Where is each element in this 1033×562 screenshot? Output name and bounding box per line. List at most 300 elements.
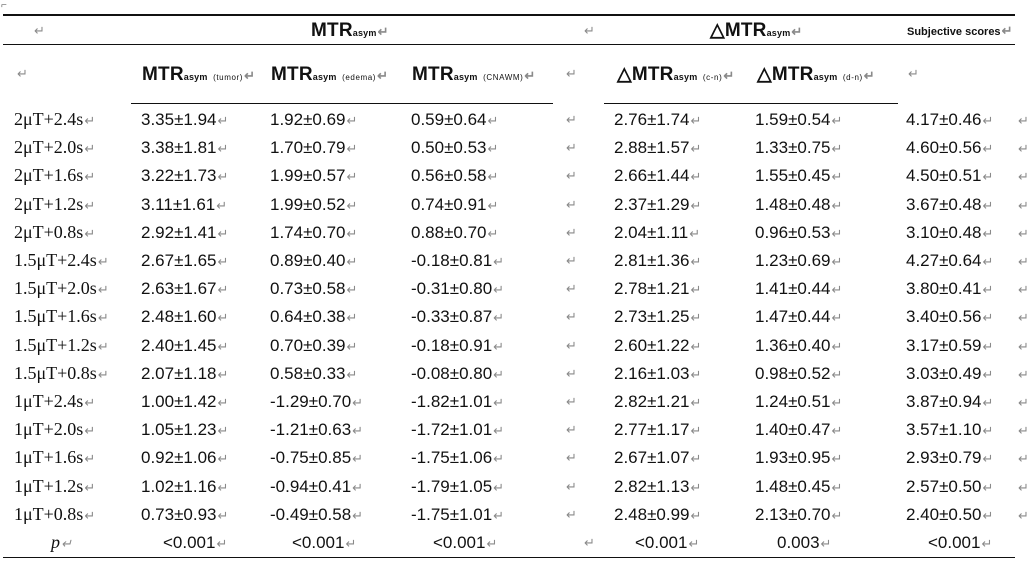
table-cell — [411, 308, 504, 325]
paragraph-mark: ↵ — [493, 254, 505, 269]
paragraph-mark: ↵ — [831, 508, 843, 523]
table-cell — [755, 111, 842, 128]
blank-spacer-cell — [565, 197, 577, 213]
right-edge-mark: ↵ — [1018, 169, 1029, 184]
paragraph-mark: ↵ — [486, 536, 498, 551]
paragraph-mark: ↵ — [566, 338, 577, 353]
cell-value: 3.11±1.61 — [141, 195, 216, 214]
cell-value: 3.80±0.41 — [906, 279, 982, 298]
paragraph-mark: ↵ — [84, 198, 96, 213]
table-cell — [270, 111, 357, 128]
table-cell — [270, 280, 357, 297]
table-top-rule — [3, 14, 1015, 16]
cell-value: 2.93±0.79 — [906, 448, 982, 467]
table-cell — [614, 139, 701, 156]
paragraph-mark: ↵ — [791, 24, 803, 39]
cell-value: 2.92±1.41 — [141, 223, 217, 242]
cell-value: 1.74±0.70 — [270, 223, 346, 242]
row-label-text: 1μT+1.2s — [14, 476, 84, 496]
row-label — [14, 138, 95, 156]
right-edge-mark: ↵ — [1018, 451, 1029, 466]
paragraph-mark: ↵ — [831, 169, 843, 184]
row-label-text: 1μT+1.6s — [14, 447, 84, 467]
paragraph-mark: ↵ — [346, 339, 358, 354]
cell-value: <0.001 — [928, 533, 981, 552]
row-label-text: 1.5μT+2.0s — [14, 278, 97, 298]
paragraph-mark: ↵ — [690, 339, 702, 354]
paragraph-mark: ↵ — [566, 450, 577, 465]
cell-value: 2.48±0.99 — [614, 505, 690, 524]
header-subscript: asym — [766, 28, 791, 38]
header-subscript: asym — [673, 72, 698, 82]
table-cell — [270, 506, 363, 523]
paragraph-mark: ↵ — [831, 395, 843, 410]
cell-value: 1.99±0.57 — [270, 166, 346, 185]
cell-value: 1.40±0.47 — [755, 420, 831, 439]
paragraph-mark: ↵ — [566, 112, 577, 127]
header-main: MTR — [771, 64, 814, 85]
paragraph-mark: ↵ — [566, 309, 577, 324]
row-label — [14, 195, 95, 213]
paragraph-mark: ↵ — [982, 367, 994, 382]
mtr-group-underline — [131, 103, 553, 104]
cell-value: 2.07±1.18 — [141, 364, 217, 383]
paragraph-mark: ↵ — [831, 451, 843, 466]
cell-value: 1.24±0.51 — [755, 392, 831, 411]
paragraph-mark: ↵ — [831, 480, 843, 495]
paragraph-mark: ↵ — [982, 339, 994, 354]
table-cell — [906, 337, 993, 354]
subjective-scores-header — [907, 24, 1012, 38]
table-cell — [755, 224, 842, 241]
table-cell — [270, 224, 357, 241]
paragraph-mark: ↵ — [566, 507, 577, 522]
paragraph-mark: ↵ — [690, 508, 702, 523]
right-edge-mark: ↵ — [1018, 480, 1029, 495]
paragraph-mark: ↵ — [493, 451, 505, 466]
paragraph-mark: ↵ — [346, 198, 358, 213]
cell-value: 1.93±0.95 — [755, 448, 831, 467]
paragraph-mark: ↵ — [831, 423, 843, 438]
cell-value: 3.22±1.73 — [141, 166, 217, 185]
paragraph-mark: ↵ — [97, 282, 109, 297]
paragraph-mark: ↵ — [863, 68, 875, 83]
paragraph-mark: ↵ — [831, 226, 843, 241]
cell-value: 0.98±0.52 — [755, 364, 831, 383]
table-cell — [906, 365, 993, 382]
row-label — [14, 307, 109, 325]
paragraph-mark: ↵ — [566, 394, 577, 409]
table-cell — [141, 111, 228, 128]
table-cell — [755, 167, 842, 184]
right-edge-mark: ↵ — [1018, 141, 1029, 156]
table-cell — [411, 478, 504, 495]
paragraph-mark: ↵ — [17, 66, 28, 81]
cell-value: 2.88±1.57 — [614, 138, 690, 157]
table-cell — [614, 449, 701, 466]
table-cell — [270, 337, 357, 354]
cell-value: 3.03±0.49 — [906, 364, 982, 383]
row-label — [14, 336, 109, 354]
cell-value: -0.18±0.91 — [411, 336, 493, 355]
header-subscript-region: (tumor) — [213, 73, 244, 82]
table-cell — [906, 506, 993, 523]
paragraph-mark: ↵ — [377, 24, 389, 39]
paragraph-mark: ↵ — [352, 451, 364, 466]
row-label — [14, 223, 95, 241]
cell-value: 0.70±0.39 — [270, 336, 346, 355]
header-label: Subjective scores — [907, 26, 1001, 38]
table-cell — [141, 506, 228, 523]
table-cell — [141, 139, 228, 156]
row-label-text: 2μT+0.8s — [14, 222, 84, 242]
table-cell — [270, 449, 363, 466]
table-cell — [755, 478, 842, 495]
table-cell — [755, 365, 842, 382]
table-cell — [906, 478, 993, 495]
paragraph-mark: ↵ — [61, 536, 72, 551]
table-cell — [906, 224, 993, 241]
right-edge-mark: ↵ — [1018, 423, 1029, 438]
cell-value: 4.27±0.64 — [906, 251, 982, 270]
row-label-text: 1μT+0.8s — [14, 504, 84, 524]
table-cell — [411, 365, 504, 382]
paragraph-mark: ↵ — [493, 339, 505, 354]
p-value-cell — [928, 534, 992, 551]
paragraph-mark: ↵ — [688, 536, 700, 551]
p-value-cell — [777, 534, 831, 551]
paragraph-mark: ↵ — [487, 169, 499, 184]
cell-value: 0.56±0.58 — [411, 166, 487, 185]
paragraph-mark: ↵ — [689, 226, 701, 241]
paragraph-mark: ↵ — [981, 536, 993, 551]
paragraph-mark: ↵ — [84, 141, 96, 156]
paragraph-mark: ↵ — [982, 198, 994, 213]
table-cell — [614, 196, 701, 213]
paragraph-mark: ↵ — [584, 535, 595, 550]
cell-value: -0.08±0.80 — [411, 364, 493, 383]
blank-spacer-cell — [565, 225, 577, 241]
paragraph-mark: ↵ — [982, 169, 994, 184]
table-cell — [755, 393, 842, 410]
table-cell — [755, 252, 842, 269]
cell-value: 2.76±1.74 — [614, 110, 690, 129]
table-cell — [906, 167, 993, 184]
table-cell — [614, 252, 701, 269]
table-cell — [411, 506, 504, 523]
cell-value: 1.33±0.75 — [755, 138, 831, 157]
row-label — [14, 166, 95, 184]
table-cell — [141, 252, 228, 269]
row-label — [14, 448, 95, 466]
paragraph-mark: ↵ — [217, 226, 229, 241]
cell-value: 4.50±0.51 — [906, 166, 982, 185]
paragraph-mark: ↵ — [493, 367, 505, 382]
table-cell — [270, 393, 363, 410]
paragraph-mark: ↵ — [690, 254, 702, 269]
header-blank-cell — [565, 66, 577, 82]
paragraph-mark: ↵ — [723, 68, 735, 83]
table-cell — [755, 308, 842, 325]
p-value-cell — [635, 534, 699, 551]
right-edge-mark: ↵ — [1018, 198, 1029, 213]
header-main: MTR — [631, 64, 674, 85]
table-cell — [411, 224, 498, 241]
table-cell — [906, 393, 993, 410]
cell-value: 2.63±1.67 — [141, 279, 217, 298]
table-cell — [411, 167, 498, 184]
table-cell — [270, 167, 357, 184]
blank-spacer-cell — [565, 309, 577, 325]
right-edge-mark: ↵ — [1018, 367, 1029, 382]
right-edge-mark: ↵ — [1018, 508, 1029, 523]
paragraph-mark: ↵ — [84, 451, 96, 466]
paragraph-mark: ↵ — [831, 367, 843, 382]
cell-value: 1.92±0.69 — [270, 110, 346, 129]
cell-value: -1.75±1.01 — [411, 505, 493, 524]
row-label — [14, 279, 109, 297]
paragraph-mark: ↵ — [352, 480, 364, 495]
cell-value: 2.81±1.36 — [614, 251, 690, 270]
cell-value: -0.31±0.80 — [411, 279, 493, 298]
paragraph-mark: ↵ — [217, 310, 229, 325]
row-label-text: 1.5μT+0.8s — [14, 363, 97, 383]
paragraph-mark: ↵ — [524, 68, 536, 83]
table-cell — [270, 478, 363, 495]
paragraph-mark: ↵ — [820, 536, 832, 551]
table-cell — [906, 280, 993, 297]
table-cell — [755, 506, 842, 523]
blank-spacer-cell — [565, 394, 577, 410]
paragraph-mark: ↵ — [34, 23, 45, 38]
table-cell — [141, 421, 228, 438]
cell-value: -1.21±0.63 — [270, 420, 352, 439]
col-header-cnawm — [412, 65, 536, 84]
table-cell — [270, 365, 357, 382]
row-label-text: 2μT+2.0s — [14, 137, 84, 157]
table-cell — [411, 196, 498, 213]
right-edge-mark: ↵ — [1018, 254, 1029, 269]
p-value-cell — [433, 534, 497, 551]
mtr-asym-group-header — [311, 21, 389, 40]
cell-value: -1.79±1.05 — [411, 477, 493, 496]
right-edge-mark: ↵ — [1018, 226, 1029, 241]
paragraph-mark: ↵ — [84, 508, 96, 523]
cell-value: 1.41±0.44 — [755, 279, 831, 298]
cell-value: 2.48±1.60 — [141, 307, 217, 326]
table-cell — [906, 421, 993, 438]
p-label-text: p — [51, 532, 60, 552]
paragraph-mark: ↵ — [345, 536, 357, 551]
paragraph-mark: ↵ — [346, 169, 358, 184]
paragraph-mark: ↵ — [352, 423, 364, 438]
table-cell — [614, 167, 701, 184]
cell-value: 2.78±1.21 — [614, 279, 690, 298]
cell-value: 2.82±1.13 — [614, 477, 690, 496]
cell-value: 2.67±1.07 — [614, 448, 690, 467]
table-cell — [755, 196, 842, 213]
paragraph-mark: ↵ — [487, 141, 499, 156]
cell-value: 4.60±0.56 — [906, 138, 982, 157]
cell-value: 2.37±1.29 — [614, 195, 690, 214]
paragraph-mark: ↵ — [831, 339, 843, 354]
col-header-c-n — [617, 65, 734, 84]
blank-spacer-cell — [565, 450, 577, 466]
table-cell — [755, 337, 842, 354]
cell-value: <0.001 — [292, 533, 345, 552]
paragraph-mark: ↵ — [1001, 23, 1013, 38]
paragraph-mark: ↵ — [908, 66, 919, 81]
row-label-text: 1.5μT+2.4s — [14, 250, 97, 270]
cell-value: 2.57±0.50 — [906, 477, 982, 496]
cell-value: 2.66±1.44 — [614, 166, 690, 185]
cell-value: 0.92±1.06 — [141, 448, 217, 467]
paragraph-mark: ↵ — [217, 282, 229, 297]
table-cell — [141, 280, 228, 297]
table-cell — [614, 280, 701, 297]
cell-value: -1.72±1.01 — [411, 420, 493, 439]
cell-value: 0.89±0.40 — [270, 251, 346, 270]
header-blank-cell — [907, 66, 919, 82]
paragraph-mark: ↵ — [566, 140, 577, 155]
cell-value: 0.50±0.53 — [411, 138, 487, 157]
cell-value: 2.40±1.45 — [141, 336, 217, 355]
blank-spacer-cell — [565, 140, 577, 156]
blank-spacer-cell — [565, 507, 577, 523]
paragraph-mark: ↵ — [84, 113, 96, 128]
paragraph-mark: ↵ — [566, 281, 577, 296]
cell-value: -1.82±1.01 — [411, 392, 493, 411]
table-cell — [614, 337, 701, 354]
paragraph-mark: ↵ — [566, 168, 577, 183]
cell-value: 2.67±1.65 — [141, 251, 217, 270]
table-cell — [614, 365, 701, 382]
table-cell — [141, 365, 228, 382]
table-cell — [270, 139, 357, 156]
cell-value: 1.00±1.42 — [141, 392, 217, 411]
table-cell — [614, 393, 701, 410]
header-subscript: asym — [352, 28, 377, 38]
col-header-edema — [271, 65, 388, 84]
cell-value: 1.02±1.16 — [141, 477, 217, 496]
table-cell — [141, 337, 228, 354]
paragraph-mark: ↵ — [346, 367, 358, 382]
paragraph-mark: ↵ — [217, 254, 229, 269]
table-cell — [614, 421, 701, 438]
paragraph-mark: ↵ — [487, 226, 499, 241]
paragraph-mark: ↵ — [831, 198, 843, 213]
table-cell — [141, 449, 228, 466]
table-cell — [411, 337, 504, 354]
table-cell — [411, 421, 504, 438]
table-bottom-rule — [3, 557, 1015, 558]
cell-value: 4.17±0.46 — [906, 110, 982, 129]
cell-value: 2.77±1.17 — [614, 420, 690, 439]
paragraph-mark: ↵ — [690, 141, 702, 156]
paragraph-mark: ↵ — [690, 169, 702, 184]
delta-group-underline — [604, 103, 898, 104]
paragraph-mark: ↵ — [566, 66, 577, 81]
cell-value: 3.57±1.10 — [906, 420, 982, 439]
cell-value: 1.48±0.48 — [755, 195, 831, 214]
header-subscript: asym — [183, 72, 208, 82]
paragraph-mark: ↵ — [690, 310, 702, 325]
paragraph-mark: ↵ — [690, 113, 702, 128]
paragraph-mark: ↵ — [346, 254, 358, 269]
header-main: MTR — [142, 64, 184, 85]
delta-symbol: △ — [617, 64, 632, 85]
header-subscript: asym — [312, 72, 337, 82]
cell-value: 1.59±0.54 — [755, 110, 831, 129]
paragraph-mark: ↵ — [244, 68, 256, 83]
paragraph-mark: ↵ — [84, 169, 96, 184]
paragraph-mark: ↵ — [217, 508, 229, 523]
paragraph-mark: ↵ — [216, 536, 228, 551]
cell-value: 1.05±1.23 — [141, 420, 217, 439]
right-edge-mark: ↵ — [1018, 339, 1029, 354]
row-label — [14, 505, 95, 523]
cell-value: 1.55±0.45 — [755, 166, 831, 185]
p-value-cell — [292, 534, 356, 551]
row-label — [14, 477, 95, 495]
table-cell — [755, 421, 842, 438]
table-cell — [270, 252, 357, 269]
header-subscript-region: (CNAWM) — [483, 73, 524, 82]
table-cell — [906, 308, 993, 325]
table-cell — [141, 196, 227, 213]
paragraph-mark: ↵ — [346, 141, 358, 156]
cell-value: 3.35±1.94 — [141, 110, 217, 129]
blank-spacer-cell — [565, 281, 577, 297]
cell-value: -0.18±0.81 — [411, 251, 493, 270]
header-subscript-region: (d-n) — [842, 73, 863, 82]
blank-spacer-cell — [565, 168, 577, 184]
paragraph-mark: ↵ — [84, 480, 96, 495]
table-cell — [411, 449, 504, 466]
cell-value: 2.13±0.70 — [755, 505, 831, 524]
paragraph-mark: ↵ — [216, 198, 228, 213]
table-cell — [270, 308, 357, 325]
paragraph-mark: ↵ — [493, 310, 505, 325]
blank-spacer-cell — [565, 112, 577, 128]
right-edge-mark: ↵ — [1018, 282, 1029, 297]
p-value-label — [51, 533, 72, 551]
cell-value: 3.38±1.81 — [141, 138, 217, 157]
cell-value: 1.47±0.44 — [755, 307, 831, 326]
row-label — [14, 251, 109, 269]
table-cell — [906, 196, 993, 213]
blank-spacer-cell — [583, 535, 595, 551]
cell-value: 2.73±1.25 — [614, 307, 690, 326]
paragraph-mark: ↵ — [493, 508, 505, 523]
paragraph-mark: ↵ — [982, 480, 994, 495]
paragraph-mark: ↵ — [690, 198, 702, 213]
header-main: MTR — [271, 64, 313, 85]
paragraph-mark: ↵ — [982, 451, 994, 466]
paragraph-mark: ↵ — [982, 310, 994, 325]
cell-value: -0.75±0.85 — [270, 448, 352, 467]
right-edge-mark: ↵ — [1018, 113, 1029, 128]
paragraph-mark: ↵ — [831, 254, 843, 269]
p-value-cell — [163, 534, 227, 551]
paragraph-mark: ↵ — [346, 310, 358, 325]
blank-spacer-cell — [565, 422, 577, 438]
paragraph-mark: ↵ — [217, 169, 229, 184]
delta-mtr-asym-group-header — [710, 21, 803, 40]
paragraph-mark: ↵ — [690, 282, 702, 297]
table-cell — [906, 252, 993, 269]
header-main: MTR — [311, 20, 353, 41]
